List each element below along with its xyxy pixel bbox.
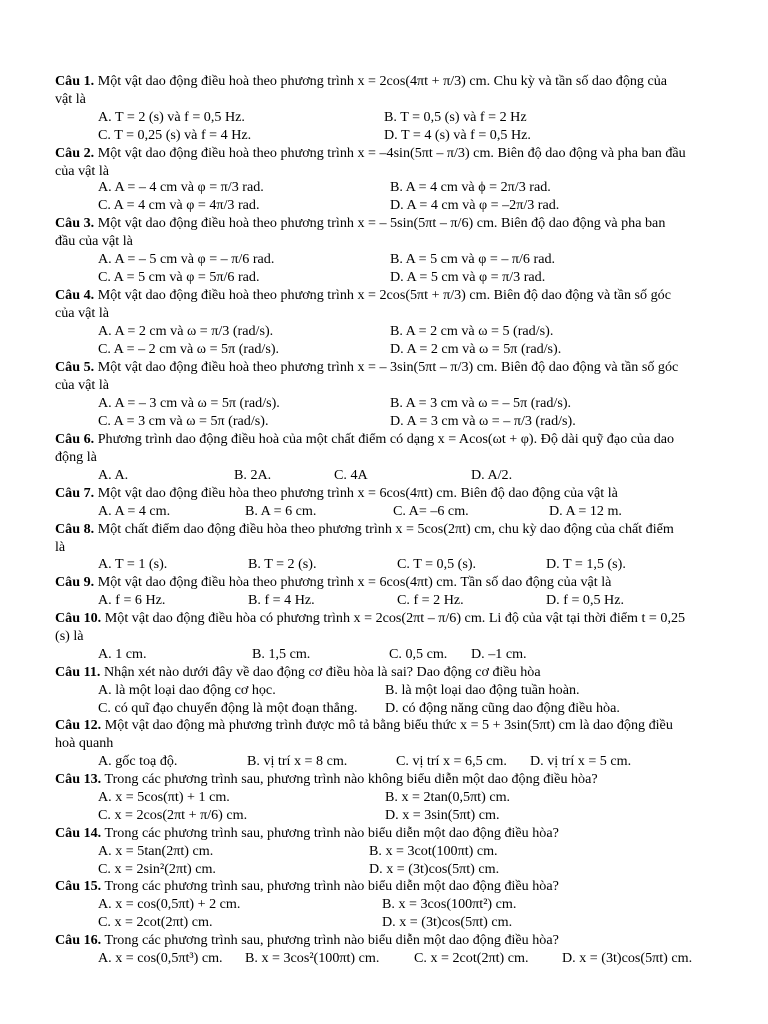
answer-option-d[interactable]: D. –1 cm. [471, 646, 527, 662]
question-number: Câu 8. [55, 521, 95, 537]
answer-option-d[interactable]: D. A = 4 cm và φ = –2π/3 rad. [390, 197, 560, 213]
answer-option-d[interactable]: D. vị trí x = 5 cm. [530, 753, 632, 769]
question-number: Câu 2. [55, 145, 95, 161]
answer-option-d[interactable]: D. x = (3t)cos(5πt) cm. [369, 861, 500, 877]
question-number: Câu 3. [55, 215, 95, 231]
answer-option-c[interactable]: C. A = – 2 cm và ω = 5π (rad/s). [98, 341, 280, 357]
question-stem [55, 72, 768, 90]
answer-option-a[interactable]: A. A = – 3 cm và ω = 5π (rad/s). [98, 395, 280, 411]
question-text: Nhận xét nào dưới đây về dao động cơ điều hòa là sai? Dao động cơ điều hòa [103, 664, 541, 680]
answer-option-c[interactable]: C. x = 2sin²(2πt) cm. [98, 861, 216, 877]
answer-option-d[interactable]: D. f = 0,5 Hz. [546, 592, 625, 608]
question-number: Câu 4. [55, 287, 95, 303]
question-stem [55, 824, 768, 842]
question-text-continued: hoà quanh [55, 735, 114, 751]
answer-option-d[interactable]: D. x = (3t)cos(5πt) cm. [562, 950, 693, 966]
question-stem [55, 144, 768, 162]
answer-option-b[interactable]: B. A = 3 cm và ω = – 5π (rad/s). [390, 395, 572, 411]
answer-option-a[interactable]: A. 1 cm. [98, 646, 147, 662]
answer-option-b[interactable]: B. A = 5 cm và φ = – π/6 rad. [390, 251, 556, 267]
question-text-continued: là [55, 539, 66, 555]
answer-option-d[interactable]: D. A = 5 cm và φ = π/3 rad. [390, 269, 546, 285]
answer-option-d[interactable]: D. A = 3 cm và ω = – π/3 (rad/s). [390, 413, 576, 429]
question-text-continued: (s) là [55, 628, 84, 644]
question-stem [55, 609, 768, 627]
answer-option-c[interactable]: C. T = 0,5 (s). [397, 556, 477, 572]
question-text-continued: của vật là [55, 163, 109, 179]
question-text: Trong các phương trình sau, phương trình nào biểu diễn một dao động điều hòa? [104, 878, 559, 894]
answer-option-c[interactable]: C. T = 0,25 (s) và f = 4 Hz. [98, 127, 252, 143]
question-stem [55, 484, 768, 502]
answer-option-b[interactable]: B. x = 3cos²(100πt) cm. [245, 950, 380, 966]
question-stem [55, 663, 768, 681]
question-number: Câu 14. [55, 825, 102, 841]
answer-option-d[interactable]: D. x = (3t)cos(5πt) cm. [382, 914, 513, 930]
answer-option-c[interactable]: C. A = 4 cm và φ = 4π/3 rad. [98, 197, 260, 213]
question-stem [55, 877, 768, 895]
question-text: Trong các phương trình sau, phương trình nào biểu diễn một dao động điều hòa? [104, 825, 559, 841]
answer-option-c[interactable]: C. 0,5 cm. [389, 646, 448, 662]
answer-option-d[interactable]: D. A = 2 cm và ω = 5π (rad/s). [390, 341, 562, 357]
answer-option-c[interactable]: C. A= –6 cm. [393, 503, 469, 519]
question-text: Một chất điểm dao động điều hòa theo phương trình x = 5cos(2πt) cm, chu kỳ dao động của chất điểm [97, 521, 674, 537]
question-text: Trong các phương trình sau, phương trình nào biểu diễn một dao động điều hòa? [104, 932, 559, 948]
answer-option-a[interactable]: A. A = – 5 cm và φ = – π/6 rad. [98, 251, 275, 267]
question-text-continued: của vật là [55, 305, 109, 321]
question-text-continued: của vật là [55, 377, 109, 393]
question-number: Câu 11. [55, 664, 101, 680]
question-number: Câu 1. [55, 73, 95, 89]
answer-option-c[interactable]: C. A = 5 cm và φ = 5π/6 rad. [98, 269, 260, 285]
answer-option-c[interactable]: C. f = 2 Hz. [397, 592, 464, 608]
question-number: Câu 7. [55, 485, 95, 501]
answer-option-d[interactable]: D. A/2. [471, 467, 513, 483]
answer-option-d[interactable]: D. A = 12 m. [549, 503, 622, 519]
answer-option-d[interactable]: D. x = 3sin(5πt) cm. [385, 807, 500, 823]
question-text: Một vật dao động điều hoà theo phương trình x = 2cos(4πt + π/3) cm. Chu kỳ và tần số dao động của [97, 73, 668, 89]
answer-option-b[interactable]: B. T = 0,5 (s) và f = 2 Hz [384, 109, 527, 125]
question-text-continued: động là [55, 449, 97, 465]
question-stem [55, 520, 768, 538]
question-text: Trong các phương trình sau, phương trình nào không biểu diễn một dao động điều hòa? [104, 771, 598, 787]
question-stem [55, 358, 768, 376]
answer-option-c[interactable]: C. x = 2cot(2πt) cm. [98, 914, 213, 930]
question-stem [55, 214, 768, 232]
question-stem [55, 716, 768, 734]
question-number: Câu 13. [55, 771, 102, 787]
question-text-continued: vật là [55, 91, 86, 107]
answer-option-a[interactable]: A. x = cos(0,5πt³) cm. [98, 950, 223, 966]
answer-option-a[interactable]: A. A = 4 cm. [98, 503, 171, 519]
question-text: Một vật dao động điều hòa theo phương trình x = 6cos(4πt) cm. Tần số dao động của vật là [97, 574, 612, 590]
answer-option-a[interactable]: A. x = cos(0,5πt) + 2 cm. [98, 896, 241, 912]
question-text: Một vật dao động điều hoà theo phương trình x = – 5sin(5πt – π/6) cm. Biên độ dao động và pha ban [97, 215, 666, 231]
answer-option-a[interactable]: A. là một loại dao động cơ học. [98, 682, 276, 698]
question-number: Câu 5. [55, 359, 95, 375]
answer-option-b[interactable]: B. A = 4 cm và ϕ = 2π/3 rad. [390, 179, 551, 195]
question-number: Câu 15. [55, 878, 102, 894]
answer-option-a[interactable]: A. f = 6 Hz. [98, 592, 166, 608]
answer-option-b[interactable]: B. x = 3cot(100πt) cm. [369, 843, 498, 859]
question-text: Một vật dao động điều hoà theo phương trình x = – 3sin(5πt – π/3) cm. Biên độ dao động và tần số góc [97, 359, 679, 375]
question-stem [55, 286, 768, 304]
answer-option-c[interactable]: C. A = 3 cm và ω = 5π (rad/s). [98, 413, 269, 429]
question-text: Một vật dao động điều hoà theo phương trình x = 2cos(5πt + π/3) cm. Biên độ dao động và tần số góc [97, 287, 671, 303]
answer-option-b[interactable]: B. x = 2tan(0,5πt) cm. [385, 789, 511, 805]
answer-option-b[interactable]: B. x = 3cos(100πt²) cm. [382, 896, 517, 912]
answer-option-d[interactable]: D. có động năng cũng dao động điều hòa. [385, 700, 620, 716]
question-number: Câu 12. [55, 717, 102, 733]
answer-option-c[interactable]: C. 4A [334, 467, 368, 483]
answer-option-b[interactable]: B. f = 4 Hz. [248, 592, 315, 608]
answer-option-b[interactable]: B. A = 2 cm và ω = 5 (rad/s). [390, 323, 554, 339]
question-text-continued: đầu của vật là [55, 233, 133, 249]
answer-option-b[interactable]: B. là một loại dao động tuần hoàn. [385, 682, 580, 698]
answer-option-c[interactable]: C. vị trí x = 6,5 cm. [396, 753, 507, 769]
question-number: Câu 9. [55, 574, 95, 590]
answer-option-c[interactable]: C. có quĩ đạo chuyển động là một đoạn thẳng. [98, 700, 358, 716]
answer-option-b[interactable]: B. 1,5 cm. [252, 646, 311, 662]
question-text: Phương trình dao động điều hoà của một chất điểm có dạng x = Acos(ωt + φ). Độ dài quỹ đạo của dao [97, 431, 675, 447]
question-stem [55, 770, 768, 788]
question-text: Một vật dao động điều hoà theo phương trình x = –4sin(5πt – π/3) cm. Biên độ dao động và pha ban đầu [97, 145, 686, 161]
answer-option-a[interactable]: A. T = 2 (s) và f = 0,5 Hz. [98, 109, 245, 125]
question-number: Câu 6. [55, 431, 95, 447]
question-text: Một vật dao động điều hòa theo phương trình x = 6cos(4πt) cm. Biên độ dao động của vật là [97, 485, 618, 501]
answer-option-c[interactable]: C. x = 2cot(2πt) cm. [414, 950, 529, 966]
question-number: Câu 10. [55, 610, 102, 626]
answer-option-b[interactable]: B. A = 6 cm. [245, 503, 317, 519]
answer-option-a[interactable]: A. A = 2 cm và ω = π/3 (rad/s). [98, 323, 274, 339]
question-text: Một vật dao động điều hòa có phương trình x = 2cos(2πt – π/6) cm. Li độ của vật tại thời điểm t = 0,25 [104, 610, 686, 626]
answer-option-b[interactable]: B. T = 2 (s). [248, 556, 317, 572]
answer-option-b[interactable]: B. 2A. [234, 467, 272, 483]
answer-option-a[interactable]: A. gốc toạ độ. [98, 753, 178, 769]
question-number: Câu 16. [55, 932, 102, 948]
question-stem [55, 573, 768, 591]
answer-option-a[interactable]: A. A = – 4 cm và φ = π/3 rad. [98, 179, 264, 195]
question-text: Một vật dao động mà phương trình được mô tả bằng biểu thức x = 5 + 3sin(5πt) cm là dao động điều [104, 717, 673, 733]
answer-option-c[interactable]: C. x = 2cos(2πt + π/6) cm. [98, 807, 248, 823]
answer-option-b[interactable]: B. vị trí x = 8 cm. [247, 753, 348, 769]
answer-option-a[interactable]: A. x = 5tan(2πt) cm. [98, 843, 214, 859]
answer-option-d[interactable]: D. T = 1,5 (s). [546, 556, 626, 572]
question-stem [55, 430, 768, 448]
answer-option-a[interactable]: A. A. [98, 467, 129, 483]
question-stem [55, 931, 768, 949]
answer-option-a[interactable]: A. T = 1 (s). [98, 556, 168, 572]
answer-option-a[interactable]: A. x = 5cos(πt) + 1 cm. [98, 789, 230, 805]
answer-option-d[interactable]: D. T = 4 (s) và f = 0,5 Hz. [384, 127, 531, 143]
